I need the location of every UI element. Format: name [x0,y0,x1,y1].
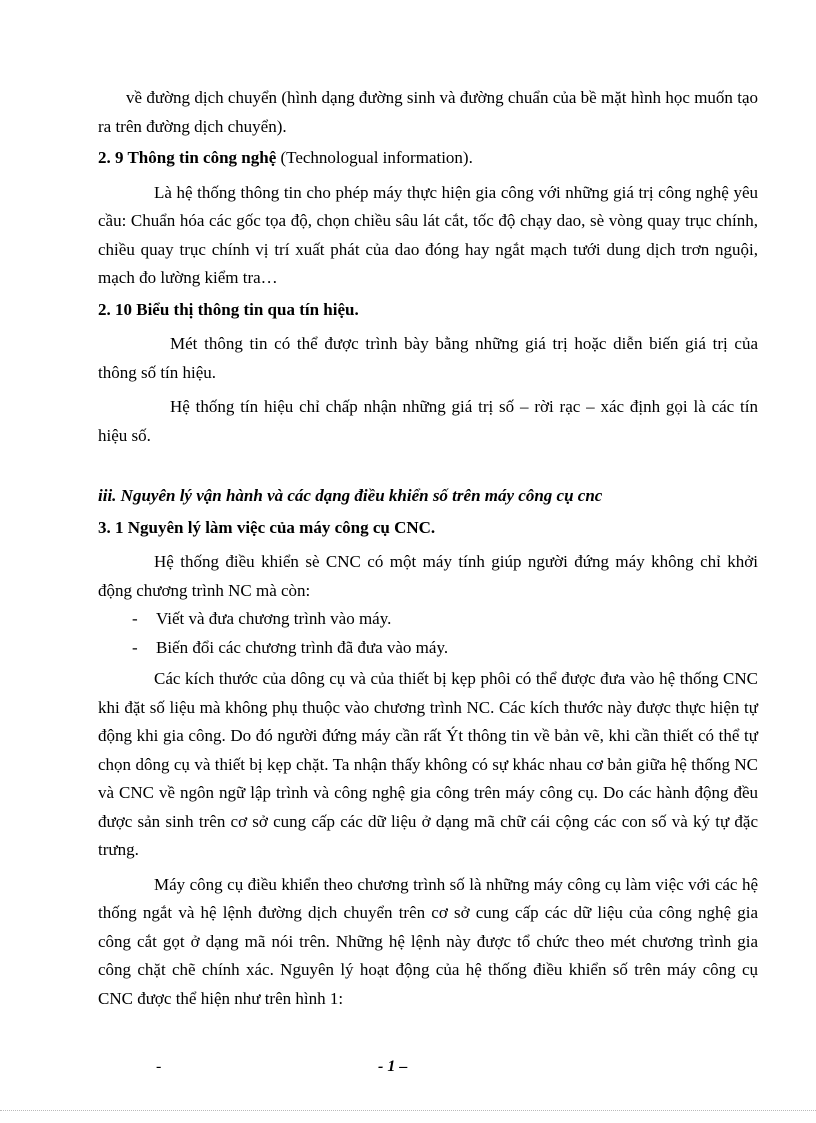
chapter-heading-iii: iii. Nguyên lý vận hành và các dạng điều khiển số trên máy công cụ cnc [98,486,603,505]
bullet-item-1-text: Viết và đưa chương trình vào máy. [156,609,392,628]
heading-2-9-bold: 2. 9 Thông tin công nghệ [98,148,277,167]
bullet-item-1 [98,605,758,634]
bullet-item-2 [98,634,758,663]
paragraph-continuation: về đường dịch chuyển (hình dạng đường sinh và đường chuẩn của bề mặt hình học muốn tạo ra trên đường dịch chuyển). [98,88,758,136]
bullet-item-2-text: Biến đổi các chương trình đã đưa vào máy. [156,637,449,657]
footer-divider [0,1110,816,1111]
bullet-dash: - [132,609,138,628]
page-footer [0,1058,816,1078]
bullet-dash: - [132,637,138,657]
paragraph-tool-dimensions: Các kích thước của dông cụ và của thiết bị kẹp phôi có thể được đưa vào hệ thống CNC khi đặt số liệu mà không phụ thuộc vào chương trình NC. Các kích thước này được thực hiện tự động khi gia công. Do đó người đứng máy cần rất Ýt thông tin về bản vẽ, khi cần thiết có thể tự chọn dông cụ và thiết bị kẹp chặt. Ta nhận thấy không có sự khác nhau cơ bản giữa hệ thống NC và CNC về ngôn ngữ lập trình và công nghệ gia công trên máy công cụ. Do các hành động đều được sản sinh trên cơ sở cung cấp các dữ liệu ở dạng mã chữ cái cộng các con số và ký tự đặc trưng. [98,669,758,859]
heading-2-9-normal: (Technologual information). [276,148,473,167]
paragraph-digital-signal: Hệ thống tín hiệu chỉ chấp nhận những giá trị số – rời rạc – xác định gọi là các tín hiệu số. [98,397,758,445]
paragraph-cnc-system: Hệ thống điều khiển sè CNC có một máy tính giúp người đứng máy không chỉ khởi động chương trình NC mà còn: [98,552,758,600]
heading-2-9 [98,144,758,173]
page-content [98,84,758,1013]
page-number: - 1 – [378,1058,408,1075]
paragraph-signal-info: Mét thông tin có thể được trình bày bằng những giá trị hoặc diễn biến giá trị của thông số tín hiệu. [98,334,758,382]
footer-dash: - [156,1058,162,1075]
heading-3-1: 3. 1 Nguyên lý làm việc của máy công cụ CNC. [98,517,436,537]
heading-2-10: 2. 10 Biểu thị thông tin qua tín hiệu. [98,299,359,319]
paragraph-technological-info: Là hệ thống thông tin cho phép máy thực hiện gia công với những giá trị công nghệ yêu cầu: Chuẩn hóa các gốc tọa độ, chọn chiều sâu lát cắt, tốc độ chạy dao, sè vòng quay trục chính, chiều quay trục chính vị trí xuất phát của dao đóng hay ngắt mạch tưới dung dịch trơn nguội, mạch đo lường kiểm tra… [98,182,758,287]
paragraph-nc-machine: Máy công cụ điều khiển theo chương trình số là những máy công cụ làm việc với các hệ thống ngắt và hệ lệnh đường dịch chuyển trên cơ sở cung cấp các dữ liệu của công nghệ gia công cắt gọt ở dạng mã nói trên. Những hệ lệnh này được tổ chức theo mét chương trình gia công chặt chẽ chính xác. Nguyên lý hoạt động của hệ thống điều khiển số trên máy công cụ CNC được thể hiện như trên hình 1: [98,874,758,1008]
